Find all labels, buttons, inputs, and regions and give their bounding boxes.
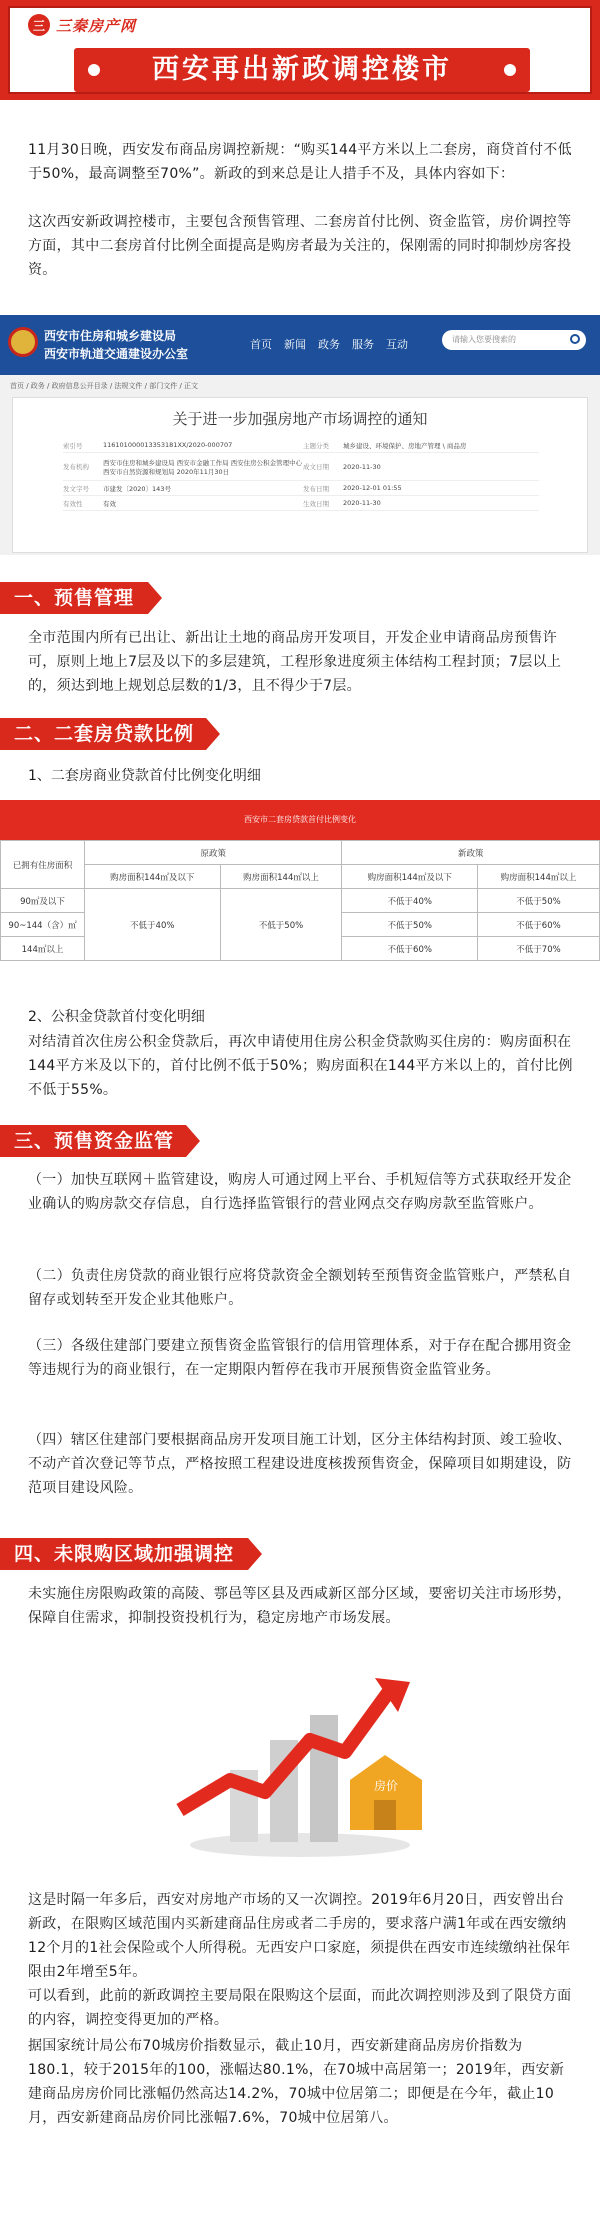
section-heading-funds: 三、预售资金监管 — [0, 1125, 186, 1157]
house-door-icon — [374, 1800, 396, 1830]
table-row — [1, 841, 600, 865]
gov-site-screenshot — [0, 315, 600, 555]
table-caption: 西安市二套房贷款首付比例变化 — [244, 815, 356, 824]
table-cell-new-large: 不低于70% — [477, 937, 599, 961]
meta-row — [63, 496, 539, 511]
table-row — [1, 889, 600, 913]
gov-name-line1: 西安市住房和城乡建设局 — [44, 329, 177, 343]
table-cell-area: 90~144（含）㎡ — [1, 913, 85, 937]
loan-table-image — [0, 800, 600, 984]
meta-row — [63, 481, 539, 496]
meta-key: 有效性 — [63, 499, 83, 508]
meta-key: 主题分类 — [303, 441, 329, 450]
section-unrestricted-body: 未实施住房限购政策的高陵、鄠邑等区县及西咸新区部分区域，要密切关注市场形势，保障自住需求，抑制投资投机行为，稳定房地产市场发展。 — [28, 1586, 572, 1626]
gov-nav-item-affairs[interactable]: 政务 — [318, 338, 340, 351]
emblem-icon — [8, 327, 38, 357]
table-header-old: 原政策 — [85, 841, 342, 865]
gov-nav — [250, 336, 408, 352]
section-funds-p4: （四）辖区住建部门要根据商品房开发项目施工计划，区分主体结构封顶、竣工验收、不动产首次登记等节点，严格按照工程建设进度核拨预售资金，保障项目如期建设，防范项目建设风险。 — [28, 1432, 572, 1496]
meta-key: 发布日期 — [303, 484, 329, 493]
section-funds-p2: （二）负责住房贷款的商业银行应将贷款资金全额划转至预售资金监管账户，严禁私自留存或划转至开发企业其他账户。 — [28, 1268, 572, 1308]
breadcrumb[interactable]: 首页 / 政务 / 政府信息公开目录 / 法规文件 / 部门文件 / 正文 — [10, 382, 199, 390]
section-heading-unrestricted: 四、未限购区域加强调控 — [0, 1538, 248, 1570]
section-heading-presale: 一、预售管理 — [0, 582, 148, 614]
shadow-icon — [190, 1833, 410, 1857]
meta-key: 索引号 — [63, 441, 83, 450]
notice-card — [12, 397, 588, 553]
table-cell-area: 144㎡以上 — [1, 937, 85, 961]
gov-header — [0, 315, 600, 375]
house-label: 房价 — [374, 1779, 399, 1793]
header-banner — [0, 0, 600, 100]
meta-value: 2020-12-01 01:55 — [343, 484, 402, 492]
section-loan-sub1: 1、二套房商业贷款首付比例变化明细 — [28, 768, 261, 784]
search-icon[interactable] — [570, 334, 580, 344]
gov-nav-item-home[interactable]: 首页 — [250, 338, 272, 351]
meta-key: 发文字号 — [63, 484, 89, 493]
meta-value: 116101000013353181XX/2020-000707 — [103, 441, 233, 449]
loan-table — [0, 840, 600, 961]
table-cell-old-small: 不低于40% — [85, 889, 221, 961]
logo-text: 三秦房产网 — [56, 16, 137, 35]
intro-paragraph-2: 这次西安新政调控楼市，主要包含预售管理、二套房首付比例、资金监管，房价调控等方面，其中二套房首付比例全面提高是购房者最为关注的，保刚需的同时抑制炒房客投资。 — [28, 214, 572, 278]
section-funds-p3: （三）各级住建部门要建立预售资金监管银行的信用管理体系，对于存在配合挪用资金等违规行为的商业银行，在一定期限内暂停在我市开展预售资金监管业务。 — [28, 1338, 572, 1378]
outro-paragraph-2: 可以看到，此前的新政调控主要局限在限购这个层面，而此次调控则涉及到了限贷方面的内容，调控变得更加的严格。 — [28, 1988, 572, 2028]
table-cell-new-large: 不低于50% — [477, 889, 599, 913]
table-cell-old-large: 不低于50% — [220, 889, 342, 961]
gov-nav-item-news[interactable]: 新闻 — [284, 338, 306, 351]
intro-paragraph-1: 11月30日晚，西安发布商品房调控新规：“购买144平方米以上二套房，商贷首付不低于50%，最高调整至70%”。新政的到来总是让人措手不及，具体内容如下： — [28, 142, 572, 182]
section-loan-body: 对结清首次住房公积金贷款后，再次申请使用住房公积金贷款购买住房的：购房面积在144平方米及以下的，首付比例不低于50%；购房面积在144平方米以上的，首付比例不低于55%。 — [28, 1034, 573, 1098]
table-cell-new-small: 不低于60% — [342, 937, 478, 961]
table-row — [1, 865, 600, 889]
table-cell-new-large: 不低于60% — [477, 913, 599, 937]
meta-value: 2020-11-30 — [343, 462, 381, 471]
section-heading-loan: 二、二套房贷款比例 — [0, 718, 206, 750]
meta-value: 城乡建设、环境保护、房地产管理 \ 商品房 — [343, 441, 467, 450]
meta-key: 成文日期 — [303, 463, 329, 471]
meta-value: 有效 — [103, 499, 116, 508]
meta-key: 发布机构 — [63, 463, 89, 471]
meta-key: 生效日期 — [303, 499, 329, 508]
meta-value: 市建发〔2020〕143号 — [103, 484, 171, 493]
gov-name-line2: 西安市轨道交通建设办公室 — [44, 347, 189, 361]
site-logo[interactable] — [28, 14, 136, 36]
header-frame — [8, 6, 592, 94]
price-rise-illustration — [160, 1660, 440, 1860]
gov-nav-item-service[interactable]: 服务 — [352, 338, 374, 351]
meta-row — [63, 453, 539, 481]
gov-search-placeholder: 请输入您要搜索的 — [452, 335, 516, 344]
gov-search-input[interactable] — [442, 330, 586, 350]
page-title: 西安再出新政调控楼市 — [152, 54, 452, 85]
meta-row — [63, 438, 539, 453]
table-header-owned: 已拥有住房面积 — [1, 841, 85, 889]
table-subheader: 购房面积144㎡以上 — [220, 865, 342, 889]
meta-value: 2020-11-30 — [343, 499, 381, 507]
title-bar — [74, 48, 530, 92]
table-cell-area: 90㎡及以下 — [1, 889, 85, 913]
notice-title: 关于进一步加强房地产市场调控的通知 — [172, 410, 428, 428]
table-subheader: 购房面积144㎡及以下 — [342, 865, 478, 889]
table-cell-new-small: 不低于40% — [342, 889, 478, 913]
section-funds-p1: （一）加快互联网＋监管建设，购房人可通过网上平台、手机短信等方式获取经开发企业确认的购房款交存信息，自行选择监管银行的营业网点交存购房款至监管账户。 — [28, 1172, 572, 1212]
section-loan-sub2: 2、公积金贷款首付变化明细 — [28, 1009, 205, 1025]
section-presale-body: 全市范围内所有已出让、新出让土地的商品房开发项目，开发企业申请商品房预售许可，原则上地上7层及以下的多层建筑，工程形象进度须主体结构工程封顶；7层以上的，须达到地上规划总层数的1/3，且不得少于7层。 — [28, 630, 562, 694]
table-subheader: 购房面积144㎡及以下 — [85, 865, 221, 889]
table-cell-new-small: 不低于50% — [342, 913, 478, 937]
meta-value: 西安市住房和城乡建设局 西安市金融工作局 西安住房公积金管理中心 西安市自然资源和规划局 2020年11月30日 — [103, 458, 303, 476]
table-header-new: 新政策 — [342, 841, 600, 865]
notice-meta — [63, 438, 539, 511]
logo-mark-icon: 三 — [28, 14, 50, 36]
table-header-band — [0, 800, 600, 840]
outro-paragraph-3: 据国家统计局公布70城房价指数显示，截止10月，西安新建商品房房价指数为180.1，较于2015年的100，涨幅达80.1%，在70城中高居第一；2019年，西安新建商品房房价同比涨幅仍然高达14.2%，70城中位居第二；即便是在今年，截止10月，西安新建商品房价同比涨幅7.6%，70城中位居第八。 — [28, 2038, 565, 2126]
outro-paragraph-1: 这是时隔一年多后，西安对房地产市场的又一次调控。2019年6月20日，西安曾出台新政，在限购区域范围内买新建商品住房或者二手房的，要求落户满1年或在西安缴纳12个月的1社会保险或个人所得税。无西安户口家庭，须提供在西安市连续缴纳社保年限由2年增至5年。 — [28, 1892, 571, 1980]
gov-nav-item-interact[interactable]: 互动 — [386, 338, 408, 351]
table-subheader: 购房面积144㎡以上 — [477, 865, 599, 889]
